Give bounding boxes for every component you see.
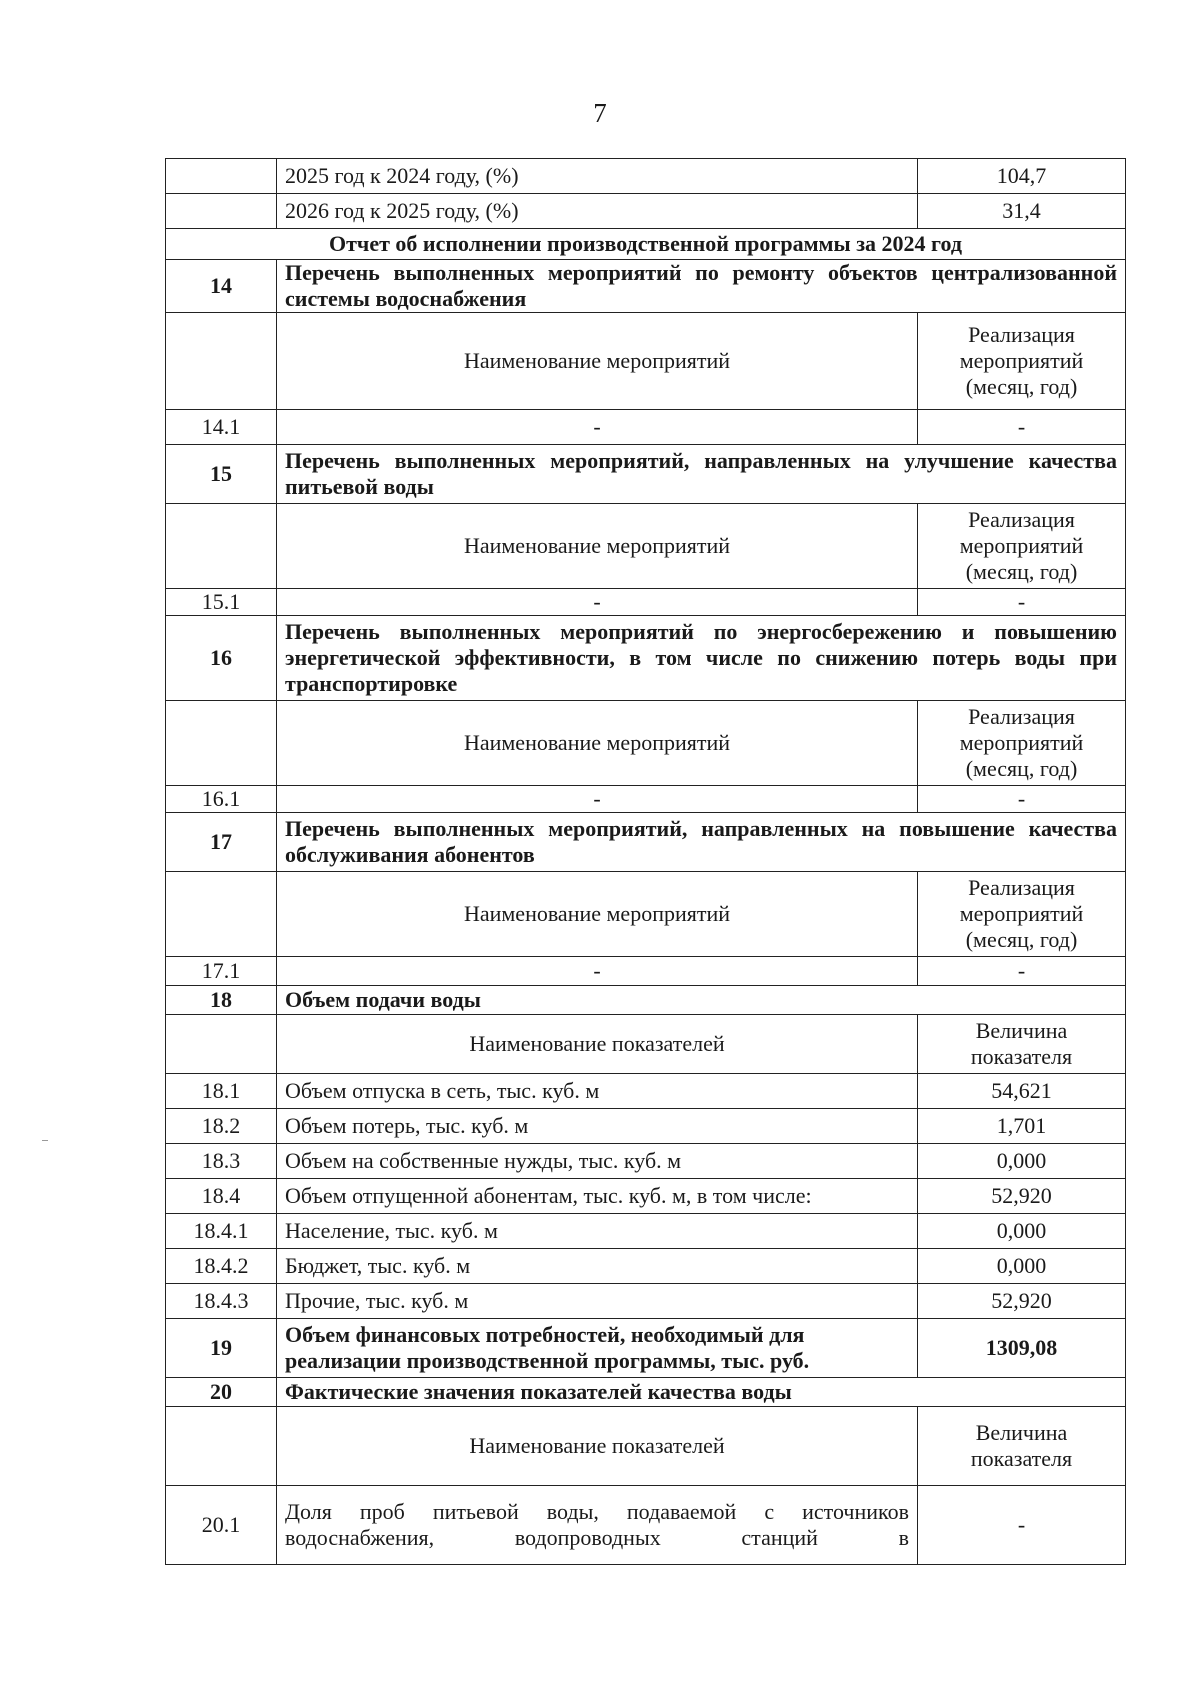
- table-row: [166, 1179, 1126, 1214]
- section-row: [166, 445, 1126, 504]
- row-name: -: [277, 786, 918, 813]
- column-header-row: [166, 504, 1126, 589]
- row-value: 52,920: [918, 1179, 1126, 1214]
- column-header-name: Наименование мероприятий: [277, 313, 918, 410]
- table-row: [166, 410, 1126, 445]
- section-number: 14: [166, 260, 277, 313]
- column-header-row: [166, 1407, 1126, 1486]
- row-value: 1,701: [918, 1109, 1126, 1144]
- table-row: [166, 786, 1126, 813]
- section-row: [166, 1378, 1126, 1407]
- row-name: 2026 год к 2025 году, (%): [277, 194, 918, 229]
- row-number: 18.4.1: [166, 1214, 277, 1249]
- row-number: [166, 504, 277, 589]
- row-value: 54,621: [918, 1074, 1126, 1109]
- column-header-name: Наименование мероприятий: [277, 504, 918, 589]
- row-value: 0,000: [918, 1214, 1126, 1249]
- column-header-row: [166, 313, 1126, 410]
- table-row: [166, 1486, 1126, 1565]
- column-header-value: Реализация мероприятий (месяц, год): [918, 504, 1126, 589]
- section-title: Объем финансовых потребностей, необходимый для реализации производственной программы, тыс. руб.: [277, 1319, 918, 1378]
- column-header-value: Величина показателя: [918, 1015, 1126, 1074]
- column-header-name: Наименование мероприятий: [277, 701, 918, 786]
- row-number: 15.1: [166, 589, 277, 616]
- column-header-name: Наименование мероприятий: [277, 872, 918, 957]
- row-name: Объем отпущенной абонентам, тыс. куб. м, в том числе:: [277, 1179, 918, 1214]
- table-row: [166, 1249, 1126, 1284]
- section-row: [166, 260, 1126, 313]
- table-row: [166, 1144, 1126, 1179]
- row-number: [166, 872, 277, 957]
- scan-artifact: [42, 1140, 48, 1141]
- section-title: Перечень выполненных мероприятий по ремонту объектов централизованной системы водоснабжения: [277, 260, 1126, 313]
- row-name: Объем на собственные нужды, тыс. куб. м: [277, 1144, 918, 1179]
- row-number: [166, 701, 277, 786]
- row-number: 16.1: [166, 786, 277, 813]
- row-value: -: [918, 786, 1126, 813]
- row-name: Объем потерь, тыс. куб. м: [277, 1109, 918, 1144]
- section-number: 17: [166, 813, 277, 872]
- row-number: [166, 1407, 277, 1486]
- row-name: Прочие, тыс. куб. м: [277, 1284, 918, 1319]
- row-name: -: [277, 589, 918, 616]
- row-number: 18.2: [166, 1109, 277, 1144]
- row-value: 52,920: [918, 1284, 1126, 1319]
- column-header-row: [166, 701, 1126, 786]
- column-header-value: Реализация мероприятий (месяц, год): [918, 701, 1126, 786]
- table-row: [166, 1109, 1126, 1144]
- column-header-value: Величина показателя: [918, 1407, 1126, 1486]
- table-row: [166, 229, 1126, 260]
- section-number: 19: [166, 1319, 277, 1378]
- column-header-value: Реализация мероприятий (месяц, год): [918, 872, 1126, 957]
- row-value: -: [918, 589, 1126, 616]
- table-row: [166, 957, 1126, 986]
- column-header-name: Наименование показателей: [277, 1015, 918, 1074]
- row-name: Бюджет, тыс. куб. м: [277, 1249, 918, 1284]
- row-number: 18.4: [166, 1179, 277, 1214]
- row-number: [166, 194, 277, 229]
- table-row: [166, 589, 1126, 616]
- row-value: -: [918, 410, 1126, 445]
- column-header-value: Реализация мероприятий (месяц, год): [918, 313, 1126, 410]
- row-number: [166, 313, 277, 410]
- section-number: 16: [166, 616, 277, 701]
- row-value: 1309,08: [918, 1319, 1126, 1378]
- report-title: Отчет об исполнении производственной программы за 2024 год: [166, 229, 1126, 260]
- row-value: 0,000: [918, 1249, 1126, 1284]
- table-row: [166, 1074, 1126, 1109]
- row-value: 31,4: [918, 194, 1126, 229]
- table-row: [166, 194, 1126, 229]
- row-value: 0,000: [918, 1144, 1126, 1179]
- row-name: 2025 год к 2024 году, (%): [277, 159, 918, 194]
- table-row: [166, 1284, 1126, 1319]
- section-title: Перечень выполненных мероприятий, направленных на улучшение качества питьевой воды: [277, 445, 1126, 504]
- section-title: Перечень выполненных мероприятий, направленных на повышение качества обслуживания абонентов: [277, 813, 1126, 872]
- page-number: 7: [593, 98, 607, 128]
- section-number: 15: [166, 445, 277, 504]
- row-number: 18.4.3: [166, 1284, 277, 1319]
- row-name: -: [277, 410, 918, 445]
- section-row: [166, 986, 1126, 1015]
- row-value: 104,7: [918, 159, 1126, 194]
- row-number: 14.1: [166, 410, 277, 445]
- row-number: 18.1: [166, 1074, 277, 1109]
- row-number: 20.1: [166, 1486, 277, 1565]
- row-name: Население, тыс. куб. м: [277, 1214, 918, 1249]
- row-name: Доля проб питьевой воды, подаваемой с источников водоснабжения, водопроводных станций в: [277, 1486, 918, 1565]
- column-header-name: Наименование показателей: [277, 1407, 918, 1486]
- row-name: Объем отпуска в сеть, тыс. куб. м: [277, 1074, 918, 1109]
- section-title: Объем подачи воды: [277, 986, 1126, 1015]
- column-header-row: [166, 872, 1126, 957]
- table-row: [166, 1214, 1126, 1249]
- section-title: Фактические значения показателей качества воды: [277, 1378, 1126, 1407]
- section-row: [166, 616, 1126, 701]
- row-number: 17.1: [166, 957, 277, 986]
- row-number: [166, 1015, 277, 1074]
- row-value: -: [918, 957, 1126, 986]
- row-value: -: [918, 1486, 1126, 1565]
- column-header-row: [166, 1015, 1126, 1074]
- section-number: 18: [166, 986, 277, 1015]
- table-row: [166, 159, 1126, 194]
- row-number: [166, 159, 277, 194]
- row-number: 18.4.2: [166, 1249, 277, 1284]
- row-name: -: [277, 957, 918, 986]
- section-number: 20: [166, 1378, 277, 1407]
- section-row: [166, 813, 1126, 872]
- section-row: [166, 1319, 1126, 1378]
- row-number: 18.3: [166, 1144, 277, 1179]
- production-program-table: [165, 158, 1126, 1565]
- section-title: Перечень выполненных мероприятий по энергосбережению и повышению энергетической эффективности, в том числе по снижению потерь воды при транспортировке: [277, 616, 1126, 701]
